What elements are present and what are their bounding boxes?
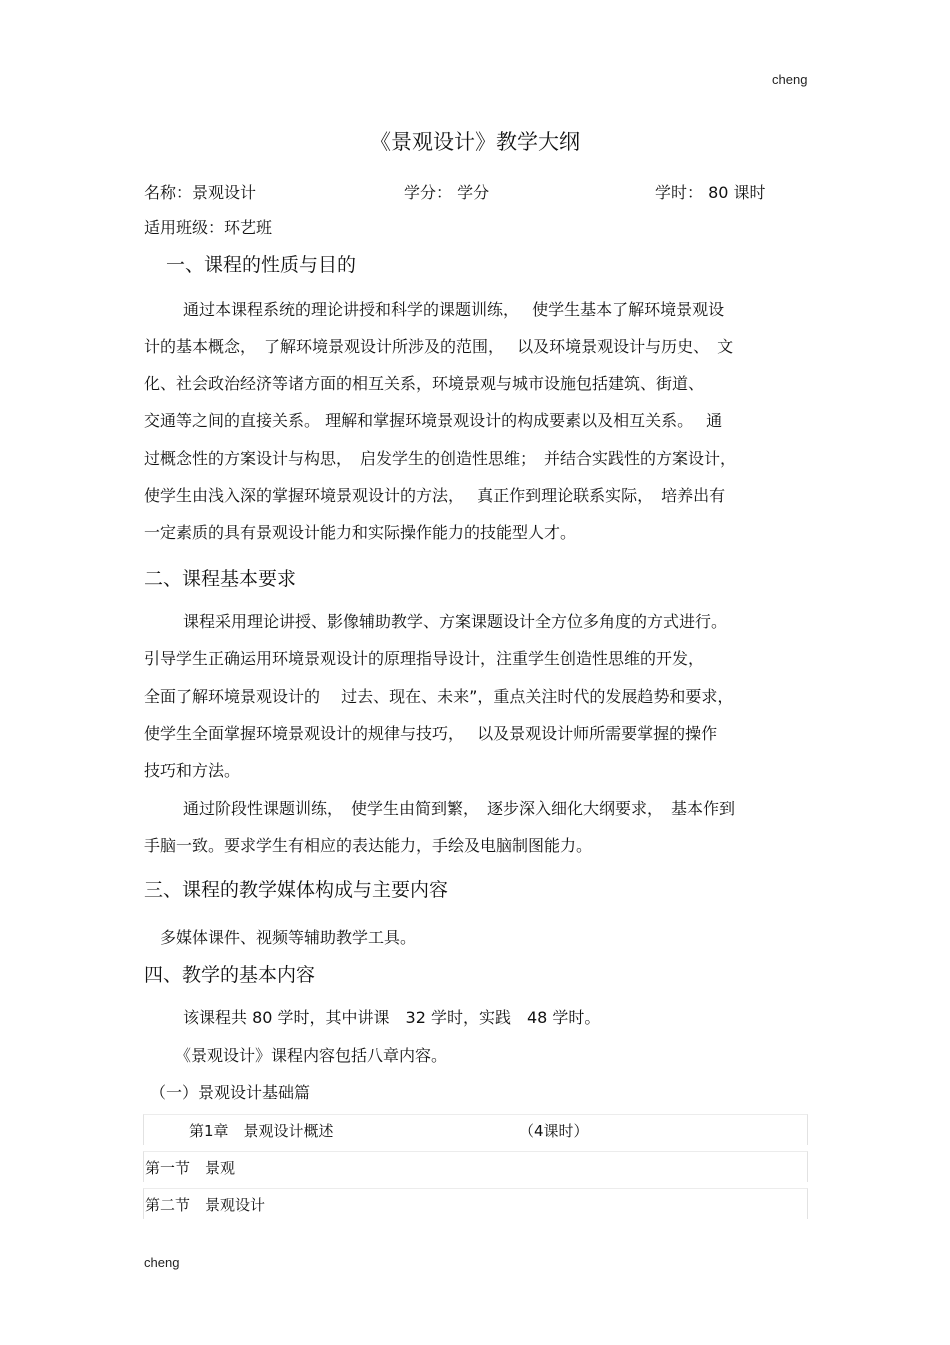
table-row — [143, 1114, 808, 1145]
table-row — [143, 1188, 808, 1219]
section4-heading: 四、教学的基本内容 — [144, 964, 316, 986]
course-credit: 学分： 学分 — [404, 183, 490, 202]
section4-hours-text: 该课程共 80 学时，其中讲课 32 学时，实践 48 学时。 — [183, 1008, 601, 1027]
section1-heading: 一、课程的性质与目的 — [166, 254, 357, 276]
section1-line: 交通等之间的直接关系。 理解和掌握环境景观设计的构成要素以及相互关系。 通 — [144, 411, 723, 430]
section1-line: 一定素质的具有景观设计能力和实际操作能力的技能型人才。 — [144, 523, 577, 542]
section2-line: 课程采用理论讲授、影像辅助教学、方案课题设计全方位多角度的方式进行。 — [183, 612, 728, 631]
section4-part-title: （一）景观设计基础篇 — [150, 1083, 311, 1102]
section1-line: 使学生由浅入深的掌握环境景观设计的方法， 真正作到理论联系实际， 培养出有 — [144, 486, 726, 505]
section2-line: 手脑一致。要求学生有相应的表达能力，手绘及电脑制图能力。 — [144, 836, 593, 855]
table-row — [143, 1151, 808, 1182]
section1-line: 过概念性的方案设计与构思， 启发学生的创造性思维； 并结合实践性的方案设计， — [144, 449, 737, 468]
section2-line: 使学生全面掌握环境景观设计的规律与技巧， 以及景观设计师所需要掌握的操作 — [144, 724, 718, 743]
course-hours: 学时： 80 课时 — [655, 183, 766, 202]
section3-heading: 三、课程的教学媒体构成与主要内容 — [144, 879, 449, 901]
page-header: cheng — [772, 72, 808, 87]
chapter-title: 第1章 景观设计概述 — [189, 1122, 334, 1140]
course-name: 名称：景观设计 — [144, 183, 257, 202]
section4-content-text: 《景观设计》课程内容包括八章内容。 — [175, 1046, 448, 1065]
section2-line: 通过阶段性课题训练， 使学生由简到繁， 逐步深入细化大纲要求， 基本作到 — [183, 799, 736, 818]
section2-heading: 二、课程基本要求 — [144, 568, 297, 590]
section2-line: 全面了解环境景观设计的 过去、现在、未来”，重点关注时代的发展趋势和要求， — [144, 687, 734, 706]
section3-text: 多媒体课件、视频等辅助教学工具。 — [160, 928, 417, 947]
chapter-hours: （4课时） — [519, 1122, 589, 1140]
section2-line: 引导学生正确运用环境景观设计的原理指导设计，注重学生创造性思维的开发， — [144, 649, 705, 668]
table-cell: 第一节 景观 — [145, 1159, 236, 1177]
page-footer: cheng — [144, 1255, 180, 1270]
course-class: 适用班级：环艺班 — [144, 218, 273, 237]
section1-line: 化、社会政治经济等诸方面的相互关系，环境景观与城市设施包括建筑、街道、 — [144, 374, 705, 393]
document-title: 《景观设计》教学大纲 — [370, 130, 580, 154]
section2-line: 技巧和方法。 — [144, 761, 241, 780]
table-cell: 第二节 景观设计 — [145, 1196, 266, 1214]
section1-line: 通过本课程系统的理论讲授和科学的课题训练， 使学生基本了解环境景观设 — [183, 300, 725, 319]
section1-line: 计的基本概念， 了解环境景观设计所涉及的范围， 以及环境景观设计与历史、 文 — [144, 337, 734, 356]
